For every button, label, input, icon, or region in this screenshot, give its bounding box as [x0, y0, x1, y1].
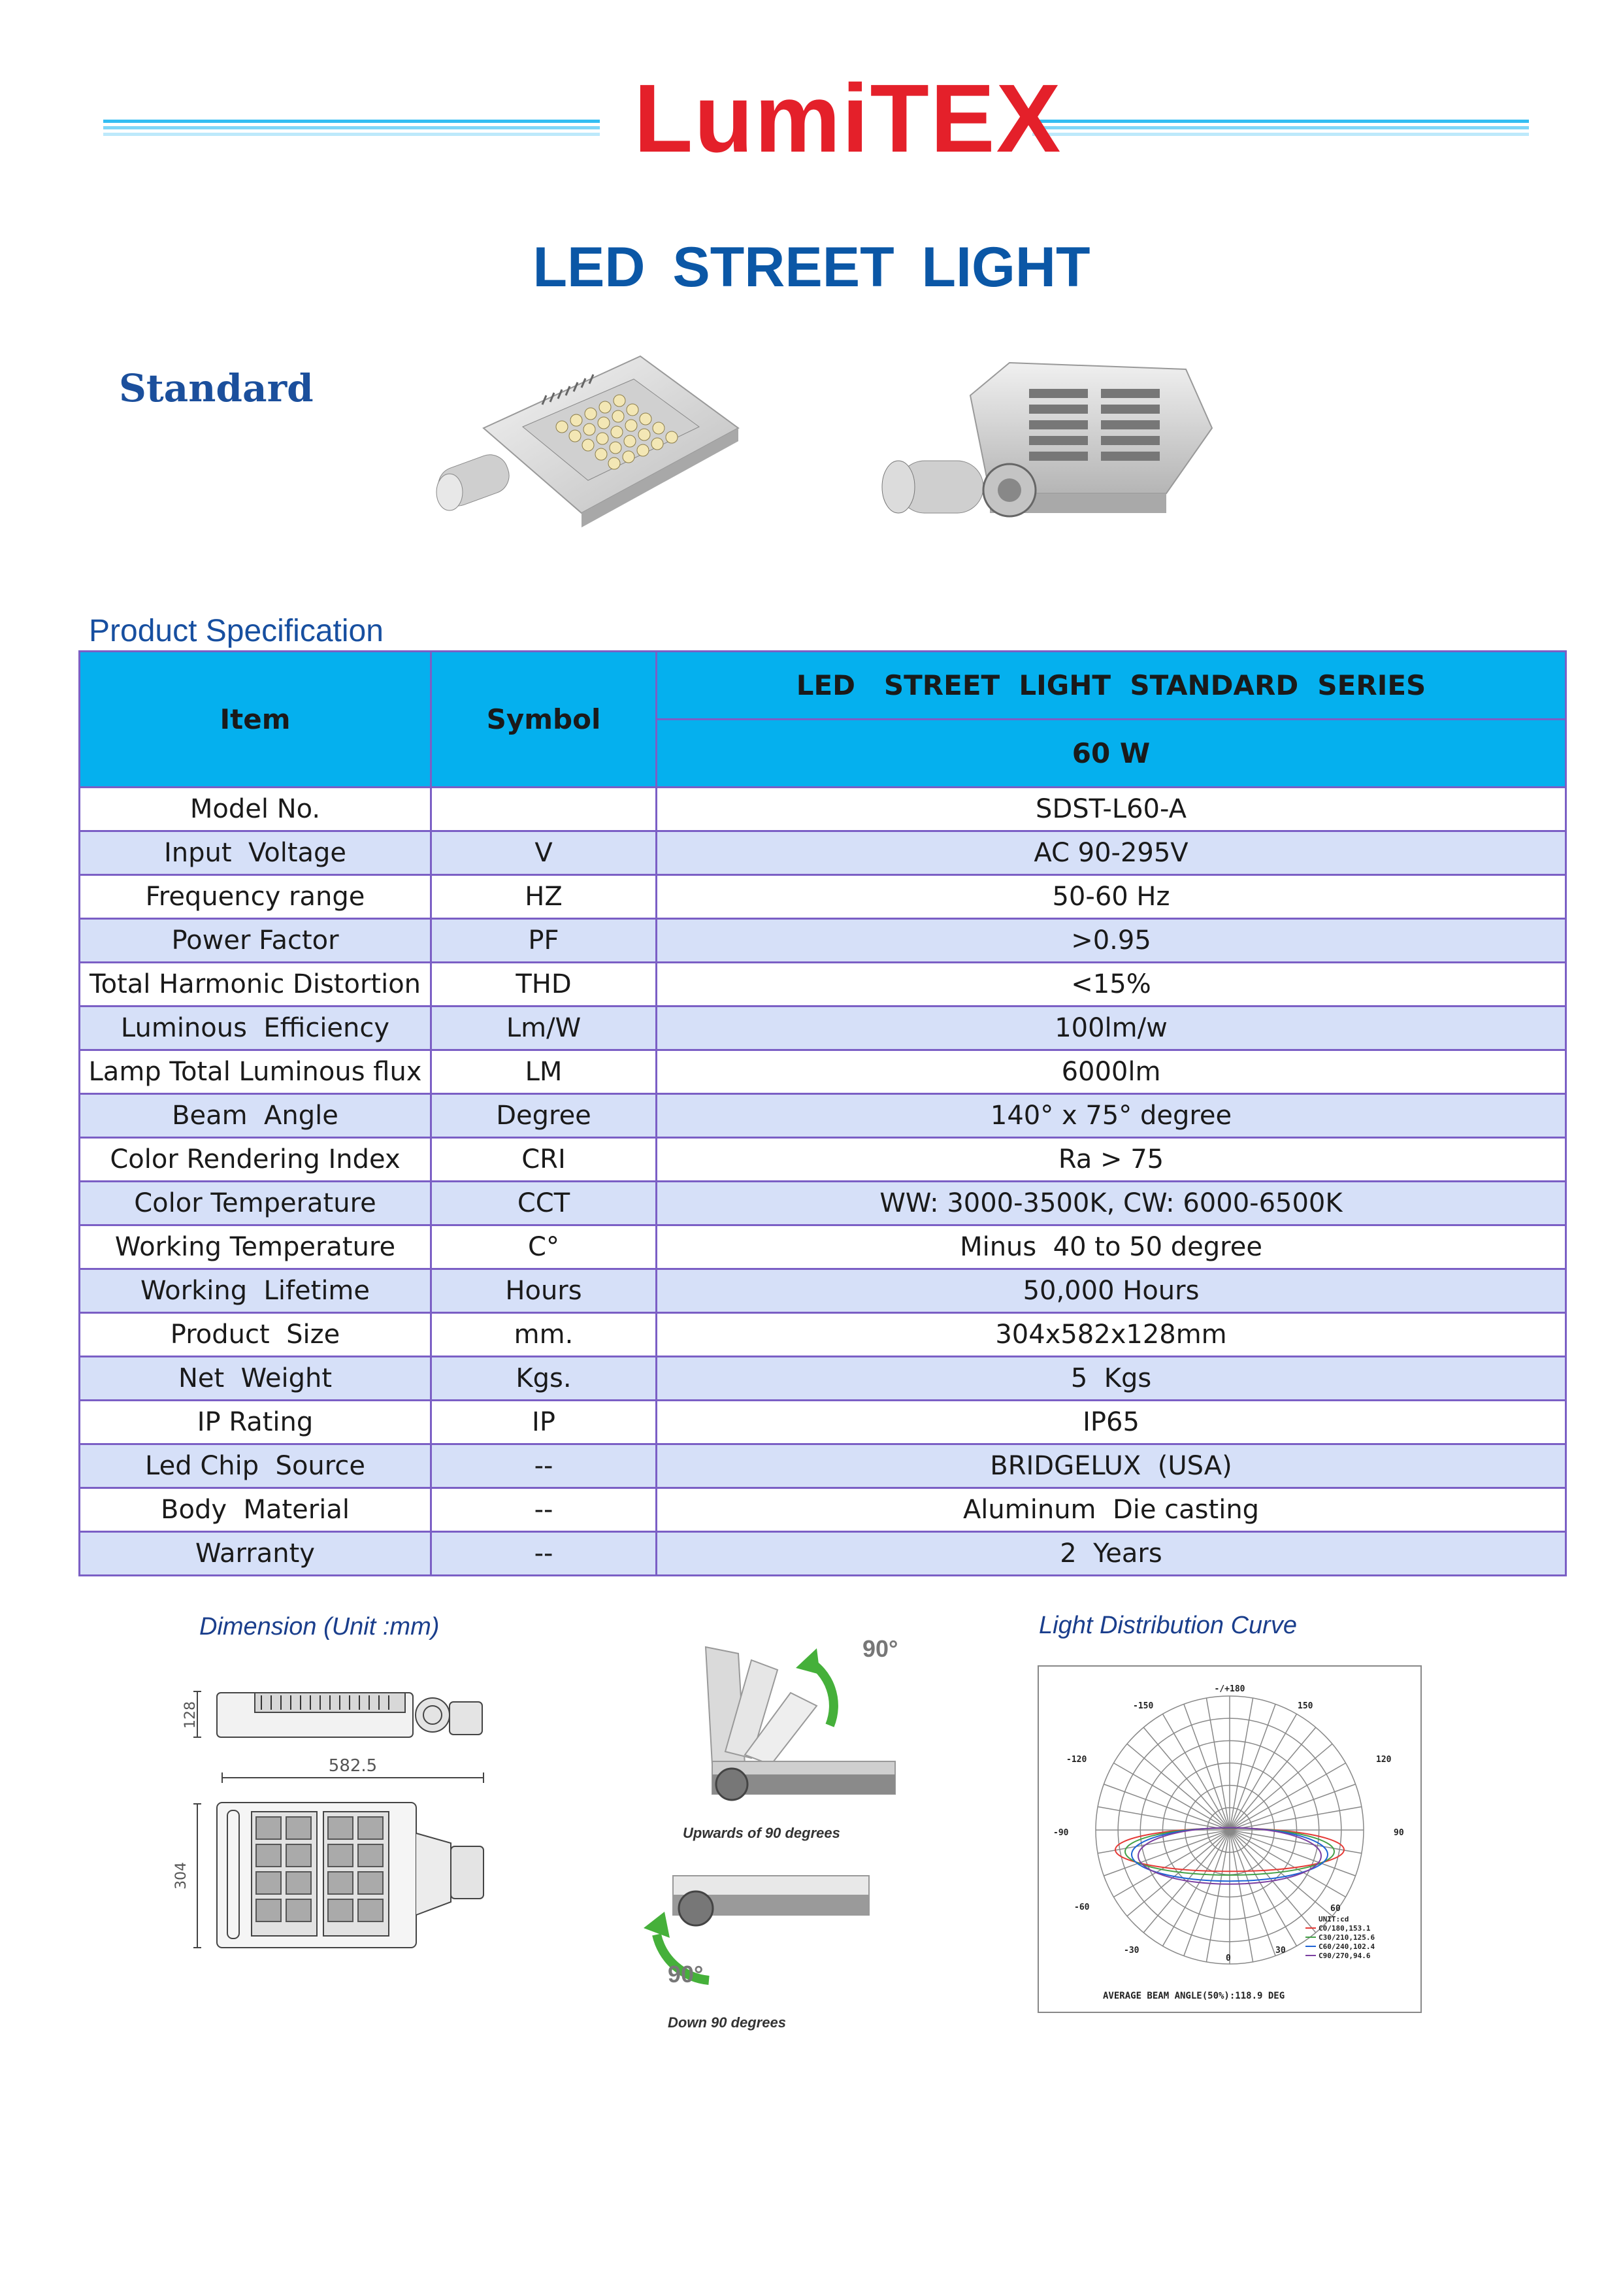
cell-value: 50-60 Hz — [657, 875, 1566, 919]
dimension-drawing — [173, 1673, 503, 1987]
dim-length-label: 582.5 — [328, 1756, 378, 1776]
table-row — [80, 1050, 1566, 1094]
cell-value: 304x582x128mm — [657, 1313, 1566, 1357]
angle-label-n90: -90 — [1053, 1828, 1069, 1838]
brand-logo: LumiTEX — [634, 65, 1062, 173]
col-header-item: Item — [80, 652, 431, 788]
cell-value: 2 Years — [657, 1532, 1566, 1576]
rotation-down-angle: 90° — [668, 1961, 704, 1988]
cell-item: Warranty — [80, 1532, 431, 1576]
cell-value: 6000lm — [657, 1050, 1566, 1094]
cell-symbol: LM — [431, 1050, 657, 1094]
legend-unit: UNIT:cd — [1319, 1915, 1349, 1923]
table-row — [80, 1182, 1566, 1225]
cell-item: Power Factor — [80, 919, 431, 963]
cell-value: AC 90-295V — [657, 831, 1566, 875]
table-row — [80, 1488, 1566, 1532]
cell-symbol: THD — [431, 963, 657, 1007]
section-title-spec: Product Specification — [89, 614, 384, 648]
cell-symbol: -- — [431, 1488, 657, 1532]
angle-label-p120: 120 — [1376, 1755, 1392, 1765]
cell-value: 5 Kgs — [657, 1357, 1566, 1401]
cell-item: Product Size — [80, 1313, 431, 1357]
header-rule-right — [1032, 120, 1529, 137]
polar-chart — [1038, 1665, 1422, 2013]
table-row — [80, 1225, 1566, 1269]
cell-symbol: IP — [431, 1401, 657, 1444]
angle-label-p30: 30 — [1275, 1946, 1286, 1955]
cell-symbol: V — [431, 831, 657, 875]
cell-symbol: Lm/W — [431, 1007, 657, 1050]
cell-item: Color Rendering Index — [80, 1138, 431, 1182]
cell-value: <15% — [657, 963, 1566, 1007]
angle-label-n120: -120 — [1066, 1755, 1087, 1765]
cell-value: Ra > 75 — [657, 1138, 1566, 1182]
cell-value: 100lm/w — [657, 1007, 1566, 1050]
table-row — [80, 1401, 1566, 1444]
cell-symbol: HZ — [431, 875, 657, 919]
cell-value: WW: 3000-3500K, CW: 6000-6500K — [657, 1182, 1566, 1225]
angle-label-n150: -150 — [1133, 1701, 1154, 1711]
cell-value: SDST-L60-A — [657, 788, 1566, 831]
cell-item: Working Lifetime — [80, 1269, 431, 1313]
cell-item: Color Temperature — [80, 1182, 431, 1225]
cell-item: Lamp Total Luminous flux — [80, 1050, 431, 1094]
cell-value: IP65 — [657, 1401, 1566, 1444]
cell-symbol: mm. — [431, 1313, 657, 1357]
cell-symbol: CRI — [431, 1138, 657, 1182]
cell-symbol: Hours — [431, 1269, 657, 1313]
angle-label-n60: -60 — [1074, 1903, 1090, 1912]
dimension-title: Dimension (Unit :mm) — [199, 1613, 440, 1640]
legend-entry: C0/180,153.1 — [1319, 1924, 1371, 1933]
table-row — [80, 788, 1566, 831]
cell-item: Body Material — [80, 1488, 431, 1532]
cell-item: Frequency range — [80, 875, 431, 919]
cell-item: Net Weight — [80, 1357, 431, 1401]
table-row — [80, 1007, 1566, 1050]
cell-value: Minus 40 to 50 degree — [657, 1225, 1566, 1269]
angle-label-p60: 60 — [1330, 1904, 1341, 1914]
table-row — [80, 1269, 1566, 1313]
cell-value: 50,000 Hours — [657, 1269, 1566, 1313]
cell-symbol: CCT — [431, 1182, 657, 1225]
cell-item: IP Rating — [80, 1401, 431, 1444]
legend-entry: C30/210,125.6 — [1319, 1933, 1375, 1942]
spec-table — [78, 650, 1567, 1576]
table-row — [80, 1138, 1566, 1182]
table-row — [80, 963, 1566, 1007]
cell-item: Led Chip Source — [80, 1444, 431, 1488]
angle-label-p150: 150 — [1298, 1701, 1313, 1711]
table-row — [80, 875, 1566, 919]
dim-width-label: 304 — [173, 1862, 189, 1889]
cell-value: >0.95 — [657, 919, 1566, 963]
cell-item: Total Harmonic Distortion — [80, 963, 431, 1007]
cell-symbol: C° — [431, 1225, 657, 1269]
dim-height-label: 128 — [182, 1701, 199, 1729]
rotation-up-angle: 90° — [862, 1635, 898, 1662]
product-photo-front — [425, 350, 751, 539]
page-title: LED STREET LIGHT — [533, 236, 1090, 299]
angle-label-n30: -30 — [1124, 1946, 1139, 1955]
cell-item: Luminous Efficiency — [80, 1007, 431, 1050]
cell-symbol: -- — [431, 1532, 657, 1576]
rotation-down-illustration — [617, 1856, 872, 2006]
col-header-symbol: Symbol — [431, 652, 657, 788]
table-row — [80, 1313, 1566, 1357]
rotation-up-caption: Upwards of 90 degrees — [683, 1825, 840, 1841]
header-rule-left — [103, 120, 600, 137]
beam-note: AVERAGE BEAM ANGLE(50%):118.9 DEG — [1103, 1991, 1285, 2001]
rotation-down-caption: Down 90 degrees — [668, 2014, 786, 2031]
cell-value: BRIDGELUX (USA) — [657, 1444, 1566, 1488]
cell-value: Aluminum Die casting — [657, 1488, 1566, 1532]
col-header-wattage: 60 W — [657, 720, 1566, 788]
table-row — [80, 1094, 1566, 1138]
product-photo-back — [879, 350, 1219, 542]
table-row — [80, 919, 1566, 963]
angle-label-p90: 90 — [1394, 1828, 1404, 1838]
angle-label-zero: 0 — [1226, 1954, 1231, 1963]
legend-entry: C90/270,94.6 — [1319, 1952, 1371, 1960]
cell-symbol: Kgs. — [431, 1357, 657, 1401]
series-subtitle: Standard — [119, 366, 314, 410]
legend-entry: C60/240,102.4 — [1319, 1942, 1375, 1951]
cell-value: 140° x 75° degree — [657, 1094, 1566, 1138]
cell-symbol — [431, 788, 657, 831]
table-row — [80, 1532, 1566, 1576]
table-row — [80, 831, 1566, 875]
table-row — [80, 1444, 1566, 1488]
cell-item: Model No. — [80, 788, 431, 831]
cell-item: Beam Angle — [80, 1094, 431, 1138]
angle-label-top: -/+180 — [1214, 1684, 1245, 1694]
cell-symbol: PF — [431, 919, 657, 963]
cell-symbol: -- — [431, 1444, 657, 1488]
cell-item: Working Temperature — [80, 1225, 431, 1269]
table-row — [80, 1357, 1566, 1401]
col-header-series: LED STREET LIGHT STANDARD SERIES — [657, 652, 1566, 720]
cell-symbol: Degree — [431, 1094, 657, 1138]
cell-item: Input Voltage — [80, 831, 431, 875]
curve-title: Light Distribution Curve — [1039, 1612, 1297, 1639]
